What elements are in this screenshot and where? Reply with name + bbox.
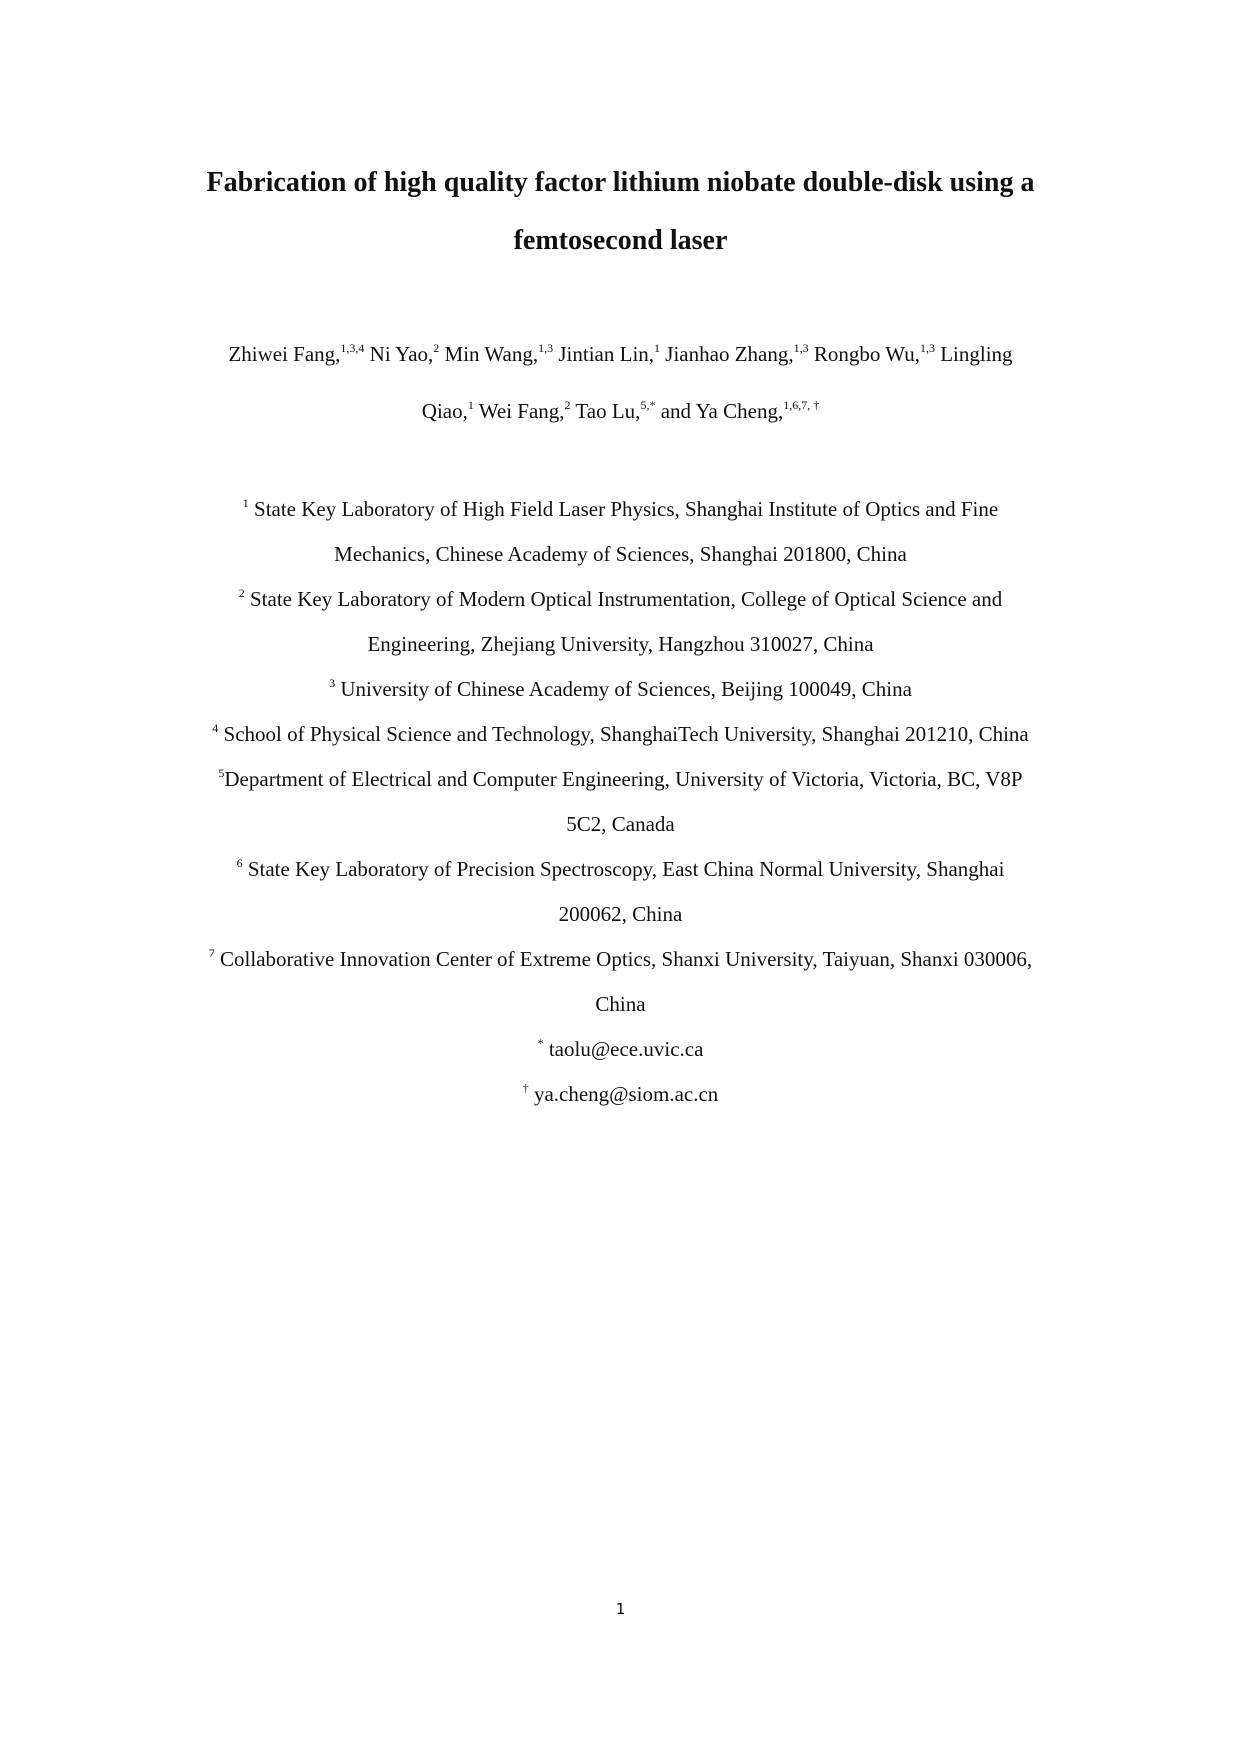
author-name: Jintian Lin, bbox=[553, 342, 655, 366]
author-name: Wei Fang, bbox=[473, 399, 565, 423]
author-affiliation-mark: 1,3 bbox=[793, 341, 809, 355]
affiliation-5-line-1 bbox=[0, 765, 1241, 793]
corresponding-email-1 bbox=[0, 1035, 1241, 1063]
paper-title-line-1: Fabrication of high quality factor lithium niobate double-disk using a bbox=[206, 167, 1035, 198]
corresponding-email-2 bbox=[0, 1080, 1241, 1108]
affiliation-5-line-2: 5C2, Canada bbox=[566, 812, 675, 836]
affiliation-mark: 6 bbox=[236, 856, 243, 870]
affiliation-2-line-1 bbox=[0, 585, 1241, 613]
affiliation-mark: 3 bbox=[329, 676, 336, 690]
author-name: Qiao, bbox=[421, 399, 468, 423]
affiliation-1-line-1 bbox=[0, 495, 1241, 523]
affiliation-text: School of Physical Science and Technology, ShanghaiTech University, Shanghai 201210, China bbox=[218, 722, 1029, 746]
author-name: and Ya Cheng, bbox=[655, 399, 784, 423]
paper-title-line-2: femtosecond laser bbox=[513, 225, 728, 256]
author-affiliation-mark: 1 bbox=[467, 398, 474, 412]
affiliation-7-line-1 bbox=[0, 945, 1241, 973]
email-text[interactable]: ya.cheng@siom.ac.cn bbox=[528, 1082, 719, 1106]
email-mark: * bbox=[537, 1036, 544, 1050]
author-name: Jianhao Zhang, bbox=[660, 342, 794, 366]
affiliation-4 bbox=[0, 720, 1241, 748]
affiliation-1-line-2: Mechanics, Chinese Academy of Sciences, Shanghai 201800, China bbox=[334, 542, 907, 566]
affiliation-3 bbox=[0, 675, 1241, 703]
affiliation-text: State Key Laboratory of Precision Spectroscopy, East China Normal University, Shanghai bbox=[242, 857, 1005, 881]
author-affiliation-mark: 1,3 bbox=[538, 341, 554, 355]
affiliation-mark: 7 bbox=[208, 946, 215, 960]
affiliation-7-line-2: China bbox=[595, 992, 646, 1016]
affiliation-6-line-1 bbox=[0, 855, 1241, 883]
author-list-line-1 bbox=[0, 340, 1241, 368]
affiliation-text: Collaborative Innovation Center of Extreme Optics, Shanxi University, Taiyuan, Shanxi 030006, bbox=[214, 947, 1033, 971]
author-name: Ni Yao, bbox=[364, 342, 434, 366]
affiliation-mark: 1 bbox=[242, 496, 249, 510]
author-affiliation-mark: 1,3 bbox=[919, 341, 935, 355]
author-name: Tao Lu, bbox=[570, 399, 641, 423]
affiliation-mark: 2 bbox=[238, 586, 245, 600]
affiliation-mark: 5 bbox=[218, 766, 225, 780]
email-mark: † bbox=[522, 1081, 529, 1095]
author-name: Zhiwei Fang, bbox=[228, 342, 341, 366]
affiliation-2-line-2: Engineering, Zhejiang University, Hangzhou 310027, China bbox=[367, 632, 874, 656]
page-number: 1 bbox=[615, 1600, 626, 1618]
author-affiliation-mark: 2 bbox=[564, 398, 571, 412]
affiliation-mark: 4 bbox=[212, 721, 219, 735]
author-affiliation-mark: 1,3,4 bbox=[340, 341, 365, 355]
author-name: Min Wang, bbox=[439, 342, 539, 366]
affiliation-text: University of Chinese Academy of Sciences, Beijing 100049, China bbox=[335, 677, 912, 701]
affiliation-text: Department of Electrical and Computer Engineering, University of Victoria, Victoria, BC, V8P bbox=[224, 767, 1023, 791]
author-affiliation-mark: 2 bbox=[433, 341, 440, 355]
author-affiliation-mark: 1 bbox=[654, 341, 661, 355]
author-affiliation-mark: 5,* bbox=[640, 398, 656, 412]
affiliation-text: State Key Laboratory of High Field Laser Physics, Shanghai Institute of Optics and Fine bbox=[248, 497, 999, 521]
email-text[interactable]: taolu@ece.uvic.ca bbox=[543, 1037, 704, 1061]
author-list-line-2 bbox=[0, 397, 1241, 425]
author-name: Lingling bbox=[934, 342, 1013, 366]
affiliation-6-line-2: 200062, China bbox=[558, 902, 683, 926]
affiliation-text: State Key Laboratory of Modern Optical Instrumentation, College of Optical Science and bbox=[244, 587, 1003, 611]
author-affiliation-mark: 1,6,7, † bbox=[783, 398, 820, 412]
author-name: Rongbo Wu, bbox=[808, 342, 920, 366]
